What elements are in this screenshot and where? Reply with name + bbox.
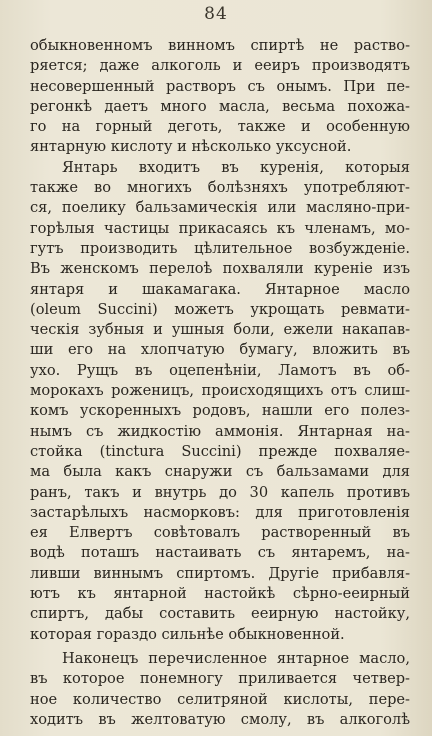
text-line: ливши виннымъ спиртомъ. Другіе прибавля- xyxy=(30,564,410,582)
text-line: ное количество селитряной кислоты, пере- xyxy=(30,690,410,708)
text-line: ма была какъ снаружи съ бальзамами для xyxy=(30,463,410,481)
text-line: стойка (tinctura Succini) прежде похваляе- xyxy=(30,442,410,460)
text-line: горѣлыя частицы прикасаясь къ членамъ, мо- xyxy=(30,219,410,237)
text-line: ютъ къ янтарной настойкѣ сѣрно-ееирный xyxy=(30,585,410,603)
text-line: несовершенный растворъ съ онымъ. При пе- xyxy=(30,77,410,95)
text-line: Въ женскомъ перелоѣ похваляли куреніе изъ xyxy=(30,260,410,278)
text-line: Янтарь входитъ въ куренія, которыя xyxy=(62,158,410,176)
text-line: въ которое понемногу приливается четвер- xyxy=(30,670,410,688)
text-line: го на горный деготь, также и особенную xyxy=(30,118,410,136)
text-line: комъ ускоренныхъ родовъ, нашли его полез- xyxy=(30,402,410,420)
text-line: ряется; даже алкоголь и ееиръ производятъ xyxy=(30,57,410,75)
text-line: регонкѣ даетъ много масла, весьма похожа- xyxy=(30,97,410,115)
text-line: янтаря и шакамагака. Янтарное масло xyxy=(30,280,410,298)
text-line: спиртъ, дабы составить ееирную настойку, xyxy=(30,605,410,623)
text-line: ческія зубныя и ушныя боли, ежели накапав- xyxy=(30,321,410,339)
text-line: ранъ, такъ и внутрь до 30 капель противъ xyxy=(30,483,410,501)
text-line: водѣ поташъ настаивать съ янтаремъ, на- xyxy=(30,544,410,562)
page-number: 84 xyxy=(204,4,228,24)
text-line: ши его на хлопчатую бумагу, вложить въ xyxy=(30,341,410,359)
text-line: обыкновенномъ винномъ спиртѣ не раство- xyxy=(30,37,410,54)
text-line: гутъ производить цѣлительное возбужденіе. xyxy=(30,239,410,257)
text-line: застарѣлыхъ насморковъ: для приготовленія xyxy=(30,503,410,521)
text-line: ся, поелику бальзамическія или масляно-при- xyxy=(30,199,410,217)
text-line: также во многихъ болѣзняхъ употребляют- xyxy=(30,179,410,197)
text-line: Наконецъ перечисленное янтарное масло, xyxy=(62,649,410,667)
text-line: ея Елвертъ совѣтовалъ растворенный въ xyxy=(30,524,410,542)
text-line: янтарную кислоту и нѣсколько уксусной. xyxy=(30,138,352,156)
text-line: морокахъ роженицъ, происходящихъ отъ слиш- xyxy=(30,382,410,400)
text-line: (oleum Succini) можетъ укрощать ревмати- xyxy=(30,300,410,318)
page-text xyxy=(30,36,410,730)
text-line: которая гораздо сильнѣе обыкновенной. xyxy=(30,625,345,643)
text-line: ходитъ въ желтоватую смолу, въ алкоголѣ xyxy=(30,710,410,728)
text-line: нымъ съ жидкостію аммонія. Янтарная на- xyxy=(30,422,410,440)
text-line: ухо. Рущъ въ оцепенѣніи, Ламотъ въ об- xyxy=(30,361,410,379)
